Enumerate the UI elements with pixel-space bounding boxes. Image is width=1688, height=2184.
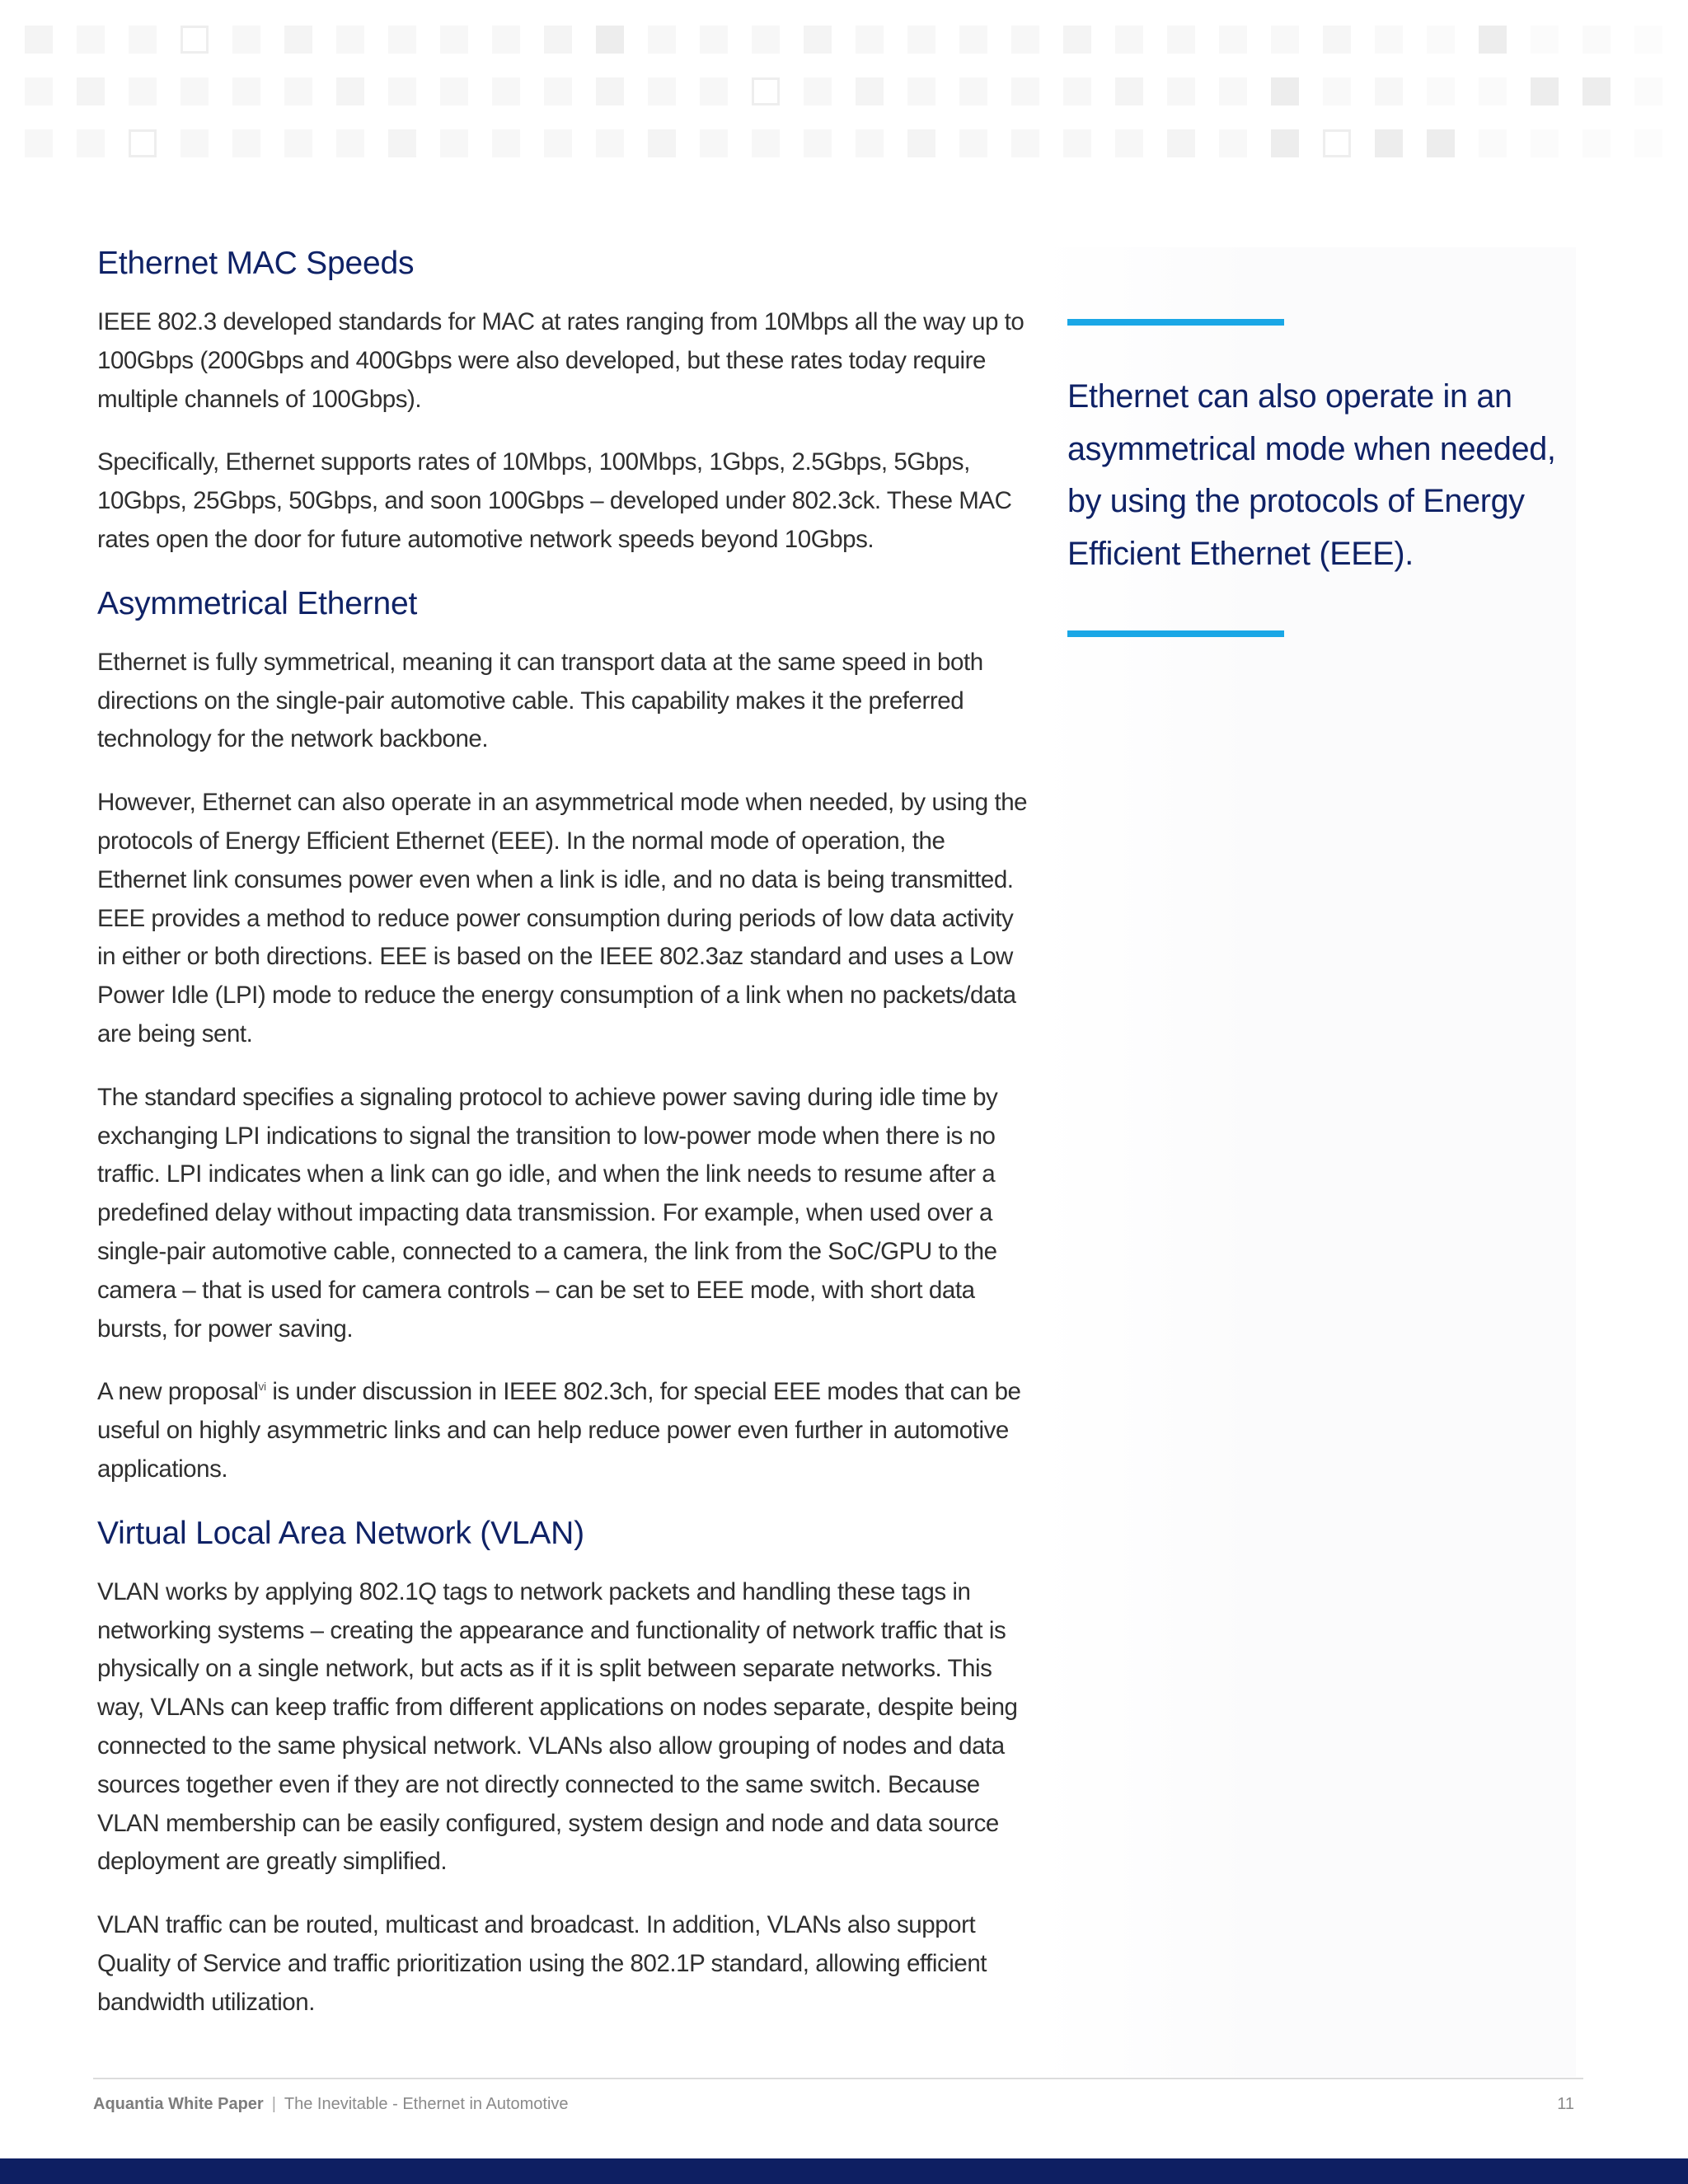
pattern-square [25,77,53,105]
footer-divider [93,2078,1583,2079]
pattern-square [907,129,935,157]
pattern-square [129,129,157,157]
pattern-square [1271,26,1299,54]
pattern-square [492,77,520,105]
pattern-square [440,77,468,105]
pattern-square [1375,129,1403,157]
pattern-square [388,77,416,105]
pattern-square [129,77,157,105]
pattern-square [752,77,780,105]
pattern-square [1479,129,1507,157]
paragraph: Ethernet is fully symmetrical, meaning it can transport data at the same speed in both directions on the single-pair automotive cable. This capability makes it the preferred technology for the network backbone. [97,648,983,753]
pattern-square [1375,26,1403,54]
pattern-square [1063,77,1091,105]
pattern-square [1531,26,1559,54]
pattern-square [544,26,572,54]
callout-bottom-rule [1067,630,1284,637]
pattern-square [1115,26,1143,54]
pattern-square [804,26,832,54]
pattern-square [752,129,780,157]
pattern-square [648,77,676,105]
pattern-square [284,129,312,157]
pattern-square [1323,26,1351,54]
pattern-square [336,77,364,105]
pattern-square [181,129,209,157]
pattern-square [336,129,364,157]
pattern-square [77,26,105,54]
pattern-square [1582,26,1611,54]
paragraph: Specifically, Ethernet supports rates of 10Mbps, 100Mbps, 1Gbps, 2.5Gbps, 5Gbps, 10Gbps, 25Gbps, 50Gbps, and soon 100Gbps – developed under 802.3ck. These MAC rates open the door for future automotive network speeds beyond 10Gbps. [97,448,1012,553]
pattern-square [388,129,416,157]
proposal-text-before: A new proposal [97,1378,259,1406]
pattern-square [1219,26,1247,54]
header-pattern [0,0,1688,190]
pattern-square [1115,77,1143,105]
pattern-square [907,26,935,54]
pattern-square [388,26,416,54]
pattern-square [1219,129,1247,157]
pattern-square [804,129,832,157]
main-column [97,244,1037,2046]
pattern-square [959,77,987,105]
pattern-square [492,26,520,54]
pattern-square [1427,129,1455,157]
pattern-square [232,129,260,157]
section-heading-vlan: Virtual Local Area Network (VLAN) [97,1515,584,1551]
pattern-square [648,26,676,54]
pattern-square [1167,26,1195,54]
pattern-square [1582,129,1611,157]
pattern-square [1479,77,1507,105]
pattern-square [1375,77,1403,105]
pattern-square [648,129,676,157]
pattern-square [1219,77,1247,105]
pattern-square [907,77,935,105]
pattern-square [856,26,884,54]
pattern-square [1427,77,1455,105]
pattern-square [25,129,53,157]
pattern-square [336,26,364,54]
pattern-square [1063,129,1091,157]
pattern-square [959,26,987,54]
pattern-square [181,77,209,105]
pattern-square [804,77,832,105]
pattern-square [492,129,520,157]
pattern-square [77,77,105,105]
pattern-square [1011,129,1039,157]
pattern-square [129,26,157,54]
footer-brand: Aquantia White Paper [93,2095,264,2113]
pattern-square [856,129,884,157]
pattern-square [1011,77,1039,105]
pattern-square [544,129,572,157]
pattern-square [440,26,468,54]
pattern-square [440,129,468,157]
footnote-marker[interactable]: vi [258,1380,266,1394]
pattern-square [1167,129,1195,157]
section-heading-asymmetrical-ethernet: Asymmetrical Ethernet [97,585,418,621]
pattern-square [1634,129,1662,157]
paragraph: IEEE 802.3 developed standards for MAC at rates ranging from 10Mbps all the way up to 100Gbps (200Gbps and 400Gbps were also developed, but these rates today require multiple channels of 100Gbps). [97,308,1025,413]
pattern-square [1531,77,1559,105]
pattern-square [1115,129,1143,157]
pattern-square [232,77,260,105]
pattern-square [1479,26,1507,54]
pattern-square [1582,77,1611,105]
pattern-square [959,129,987,157]
pattern-square [700,129,728,157]
bottom-brand-bar [0,2158,1688,2184]
pattern-square [596,77,624,105]
pattern-square [856,77,884,105]
pull-quote: Ethernet can also operate in an asymmetrical mode when needed, by using the protocols of Energy Efficient Ethernet (EEE). [1067,378,1556,572]
page-number: 11 [1557,2095,1574,2113]
pattern-square [596,129,624,157]
pattern-square [1271,77,1299,105]
callout-top-rule [1067,319,1284,326]
footer-separator: | [271,2095,276,2113]
pattern-square [1323,129,1351,157]
pattern-square [1011,26,1039,54]
pattern-square [596,26,624,54]
pattern-square [284,77,312,105]
paragraph-proposal [97,1373,1037,1488]
pattern-square [1323,77,1351,105]
pattern-square [544,77,572,105]
paragraph: VLAN traffic can be routed, multicast and broadcast. In addition, VLANs also support Quality of Service and traffic prioritization using the 802.1P standard, allowing efficient bandwidth utilization. [97,1911,987,2016]
pattern-square [1167,77,1195,105]
paragraph: VLAN works by applying 802.1Q tags to network packets and handling these tags in networking systems – creating the appearance and functionality of network traffic that is physically on a single network, but acts as if it is split between separate networks. This way, VLANs can keep traffic from different applications on nodes separate, despite being connected to the same physical network. VLANs also allow grouping of nodes and data sources together even if they are not directly connected to the same switch. Because VLAN membership can be easily configured, system design and node and data source deployment are greatly simplified. [97,1577,1018,1876]
paragraph: The standard specifies a signaling protocol to achieve power saving during idle time by exchanging LPI indications to signal the transition to low-power mode when there is no traffic. LPI indicates when a link can go idle, and when the link needs to resume after a predefined delay without impacting data transmission. For example, when used over a single-pair automotive cable, connected to a camera, the link from the SoC/GPU to the camera – that is used for camera controls – can be set to EEE mode, with short data bursts, for power saving. [97,1083,998,1343]
section-heading-mac-speeds: Ethernet MAC Speeds [97,246,415,281]
pattern-square [1271,129,1299,157]
pattern-square [77,129,105,157]
pattern-square [1634,26,1662,54]
proposal-text-after: is under discussion in IEEE 802.3ch, for special EEE modes that can be useful on highly asymmetric links and can help reduce power even further in automotive applications. [97,1378,1021,1483]
pattern-square [1427,26,1455,54]
pattern-square [232,26,260,54]
pattern-square [1063,26,1091,54]
paragraph: However, Ethernet can also operate in an asymmetrical mode when needed, by using the protocols of Energy Efficient Ethernet (EEE). In the normal mode of operation, the Ethernet link consumes power even when a link is idle, and no data is being transmitted. EEE provides a method to reduce power consumption during periods of low data activity in either or both directions. EEE is based on the IEEE 802.3az standard and uses a Low Power Idle (LPI) mode to reduce the energy consumption of a link when no packets/data are being sent. [97,789,1028,1047]
footer [93,2095,569,2114]
pattern-square [284,26,312,54]
pattern-square [700,77,728,105]
pattern-square [181,26,209,54]
pattern-square [752,26,780,54]
pattern-square [1634,77,1662,105]
pattern-square [1531,129,1559,157]
footer-title: The Inevitable - Ethernet in Automotive [284,2095,569,2113]
pattern-square [700,26,728,54]
pattern-square [25,26,53,54]
